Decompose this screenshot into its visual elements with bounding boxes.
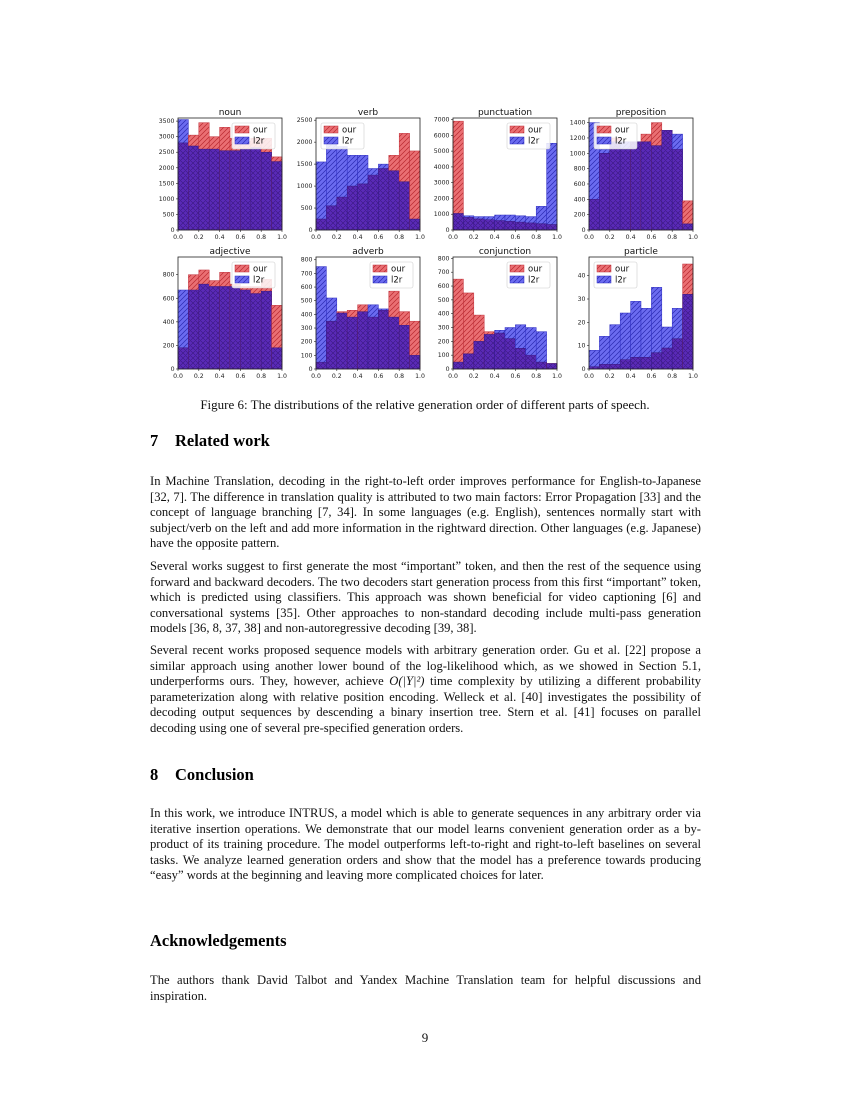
y-tick-label: 200 — [573, 211, 586, 219]
x-tick-label: 0.6 — [373, 234, 384, 241]
legend-swatch-our — [510, 126, 524, 133]
bar-overlap — [209, 286, 219, 369]
y-tick-label: 2000 — [158, 164, 175, 172]
x-tick-label: 0.2 — [193, 373, 204, 380]
bar-overlap — [515, 222, 525, 230]
y-tick-label: 200 — [300, 338, 313, 346]
bar-overlap — [620, 149, 630, 230]
x-tick-label: 0.0 — [173, 373, 183, 380]
bar-overlap — [672, 339, 682, 369]
bar-overlap — [368, 175, 378, 230]
bar-overlap — [547, 224, 557, 230]
bar-overlap — [261, 152, 271, 230]
section-title: Conclusion — [175, 765, 254, 784]
bar-overlap — [389, 171, 399, 230]
bar-overlap — [230, 151, 240, 230]
legend-swatch-our — [324, 126, 338, 133]
legend-label-l2r: l2r — [391, 275, 403, 286]
bar-overlap — [599, 153, 609, 230]
legend-swatch-l2r — [324, 137, 338, 144]
chart-panel-conjunction — [438, 247, 562, 380]
bar-overlap — [631, 357, 641, 369]
legend-swatch-l2r — [510, 276, 524, 283]
legend-label-l2r: l2r — [253, 136, 265, 147]
y-tick-label: 10 — [577, 342, 586, 350]
bar-overlap — [484, 220, 494, 230]
bar-overlap — [547, 363, 557, 369]
legend-swatch-l2r — [597, 137, 611, 144]
x-tick-label: 0.2 — [331, 234, 342, 241]
section-title: Related work — [175, 431, 270, 450]
x-tick-label: 0.8 — [394, 373, 405, 380]
y-tick-label: 0 — [581, 366, 586, 373]
y-tick-label: 1500 — [296, 161, 313, 169]
y-tick-label: 0 — [308, 366, 313, 373]
bar-overlap — [347, 186, 357, 230]
bar-overlap — [683, 294, 693, 369]
x-tick-label: 0.0 — [311, 234, 321, 241]
x-tick-label: 0.8 — [256, 234, 267, 241]
legend-label-our: our — [528, 264, 543, 275]
bar-overlap — [251, 148, 261, 230]
chart-title: adverb — [352, 247, 384, 257]
x-tick-label: 1.0 — [277, 373, 287, 380]
bar-overlap — [662, 348, 672, 369]
x-tick-label: 0.8 — [667, 373, 678, 380]
bar-overlap — [495, 333, 505, 369]
bar-overlap — [463, 354, 473, 369]
y-tick-label: 100 — [300, 352, 313, 360]
bar-overlap — [272, 348, 282, 369]
y-tick-label: 1400 — [569, 119, 586, 127]
chart-panel-preposition — [570, 108, 698, 241]
x-tick-label: 0.8 — [394, 234, 405, 241]
bar-overlap — [410, 219, 420, 230]
x-tick-label: 0.4 — [214, 373, 225, 380]
bar-overlap — [610, 364, 620, 369]
x-tick-label: 1.0 — [415, 234, 425, 241]
figure-6-charts — [138, 98, 704, 383]
related-work-paragraph-1: In Machine Translation, decoding in the right-to-left order improves performance for English-to-Japanese [32, 7]. The difference in translation quality is attributed to two main factors: Error Propagation [33] and the concept of language branching [7, 34]. In some languages (e.g. English), sentences normally start with subject/verb on the left and add more information in the rightward direction. Other languages (e.g. Japanese) have the opposite pattern. — [150, 474, 701, 550]
bar-overlap — [651, 146, 661, 230]
x-tick-label: 0.2 — [468, 234, 479, 241]
bar-overlap — [188, 146, 198, 230]
acknowledgements-paragraph: The authors thank David Talbot and Yandex Machine Translation team for helpful discussions and inspiration. — [150, 973, 701, 1003]
y-tick-label: 1000 — [569, 150, 586, 158]
bar-overlap — [631, 142, 641, 230]
legend-label-our: our — [615, 125, 630, 136]
bar-overlap — [337, 197, 347, 230]
y-tick-label: 500 — [300, 297, 313, 305]
y-tick-label: 6000 — [433, 132, 450, 140]
legend-swatch-our — [510, 265, 524, 272]
x-tick-label: 0.4 — [625, 373, 636, 380]
bar-overlap — [368, 317, 378, 369]
y-tick-label: 600 — [162, 295, 175, 303]
bar-overlap — [316, 362, 326, 369]
x-tick-label: 1.0 — [415, 373, 425, 380]
bar-overlap — [526, 223, 536, 230]
legend-label-l2r: l2r — [615, 275, 627, 286]
x-tick-label: 1.0 — [688, 234, 698, 241]
x-tick-label: 0.8 — [667, 234, 678, 241]
x-tick-label: 1.0 — [552, 373, 562, 380]
y-tick-label: 2000 — [296, 139, 313, 147]
y-tick-label: 0 — [170, 366, 175, 373]
bar-overlap — [453, 362, 463, 369]
figure-caption: Figure 6: The distributions of the relative generation order of different parts of speech. — [200, 397, 650, 412]
bar-overlap — [337, 313, 347, 369]
y-tick-label: 3500 — [158, 118, 175, 126]
y-tick-label: 1000 — [433, 211, 450, 219]
x-tick-label: 0.6 — [373, 373, 384, 380]
legend-label-our: our — [391, 264, 406, 275]
x-tick-label: 0.6 — [646, 234, 657, 241]
y-tick-label: 400 — [437, 310, 450, 318]
x-tick-label: 0.6 — [235, 373, 246, 380]
y-tick-label: 0 — [581, 227, 586, 234]
legend-swatch-our — [235, 126, 249, 133]
bar-overlap — [358, 184, 368, 230]
chart-title: punctuation — [477, 108, 533, 118]
chart-panel-verb — [297, 108, 425, 241]
complexity-formula: O(|Y|²) — [389, 674, 425, 688]
y-tick-label: 1000 — [158, 195, 175, 203]
y-tick-label: 400 — [300, 311, 313, 319]
x-tick-label: 0.6 — [510, 234, 521, 241]
y-tick-label: 400 — [573, 196, 586, 204]
x-tick-label: 0.4 — [352, 373, 363, 380]
bar-overlap — [378, 169, 388, 230]
chart-panel-particle — [578, 247, 698, 380]
legend-swatch-l2r — [510, 137, 524, 144]
bar-overlap — [199, 149, 209, 230]
legend-swatch-l2r — [373, 276, 387, 283]
bar-overlap — [526, 355, 536, 369]
y-tick-label: 1000 — [296, 183, 313, 191]
bar-overlap — [220, 151, 230, 230]
bar-overlap — [378, 310, 388, 369]
bar-our — [453, 279, 463, 369]
bar-overlap — [251, 294, 261, 369]
chart-panel-adverb — [301, 247, 425, 380]
bar-overlap — [599, 364, 609, 369]
acknowledgements-heading: Acknowledgements — [150, 931, 287, 950]
x-tick-label: 0.2 — [604, 373, 615, 380]
bar-overlap — [399, 182, 409, 230]
x-tick-label: 0.4 — [489, 373, 500, 380]
y-tick-label: 20 — [577, 319, 586, 327]
y-tick-label: 0 — [445, 366, 450, 373]
bar-overlap — [358, 312, 368, 369]
x-tick-label: 0.6 — [646, 373, 657, 380]
page-number: 9 — [421, 1030, 429, 1045]
bar-overlap — [326, 321, 336, 369]
bar-overlap — [474, 219, 484, 230]
legend-label-l2r: l2r — [615, 136, 627, 147]
x-tick-label: 0.2 — [193, 234, 204, 241]
bar-overlap — [199, 284, 209, 369]
bar-overlap — [672, 149, 682, 230]
x-tick-label: 1.0 — [277, 234, 287, 241]
x-tick-label: 0.0 — [448, 373, 458, 380]
chart-panel-adjective — [163, 247, 287, 380]
legend-swatch-l2r — [235, 276, 249, 283]
bar-overlap — [641, 357, 651, 369]
legend-label-our: our — [253, 125, 268, 136]
x-tick-label: 0.0 — [173, 234, 183, 241]
y-tick-label: 0 — [445, 227, 450, 234]
bar-overlap — [683, 224, 693, 230]
y-tick-label: 600 — [573, 180, 586, 188]
x-tick-label: 0.0 — [584, 373, 594, 380]
x-tick-label: 0.2 — [331, 373, 342, 380]
x-tick-label: 0.4 — [489, 234, 500, 241]
chart-title: conjunction — [478, 247, 532, 257]
bar-overlap — [536, 362, 546, 369]
y-tick-label: 30 — [577, 296, 586, 303]
paragraph-text: Several recent works proposed sequence models with arbitrary generation order. Gu et al. [22] propose a similar approach using another lower bound of the log-likelihood which, as we showed in Section 5.1, underperforms ours. They, however, achieve — [150, 643, 701, 688]
bar-overlap — [188, 290, 198, 369]
bar-overlap — [272, 162, 282, 230]
bar-overlap — [209, 149, 219, 230]
y-tick-label: 800 — [573, 165, 586, 173]
x-tick-label: 0.8 — [531, 234, 542, 241]
x-tick-label: 0.8 — [256, 373, 267, 380]
bar-overlap — [484, 334, 494, 369]
bar-overlap — [495, 221, 505, 230]
chart-title: preposition — [615, 108, 667, 118]
y-tick-label: 1200 — [569, 134, 586, 142]
related-work-paragraph-2: Several works suggest to first generate the most “important” token, and then the rest of the sequence using forward and backward decoders. The two decoders start generation process from this first “important” token, which is predicted using classifiers. This approach was shown beneficial for video captioning [6] and conversational systems [35]. Other approaches to non-standard decoding include multi-pass generation models [36, 8, 37, 38] and non-autoregressive decoding [39, 38]. — [150, 559, 701, 635]
chart-panel-punctuation — [434, 108, 562, 241]
y-tick-label: 600 — [300, 284, 313, 292]
legend-label-our: our — [528, 125, 543, 136]
y-tick-label: 2500 — [296, 117, 313, 125]
y-tick-label: 3000 — [433, 179, 450, 187]
bar-overlap — [347, 317, 357, 369]
x-tick-label: 0.4 — [214, 234, 225, 241]
bar-overlap — [178, 143, 188, 230]
x-tick-label: 0.6 — [235, 234, 246, 241]
bar-overlap — [389, 317, 399, 369]
y-tick-label: 7000 — [433, 116, 450, 124]
legend-label-l2r: l2r — [253, 275, 265, 286]
chart-title: particle — [624, 247, 658, 257]
bar-overlap — [178, 348, 188, 369]
x-tick-label: 1.0 — [688, 373, 698, 380]
y-tick-label: 700 — [300, 270, 313, 278]
legend-swatch-l2r — [235, 137, 249, 144]
bar-overlap — [326, 206, 336, 230]
bar-l2r — [547, 143, 557, 230]
bar-overlap — [230, 286, 240, 369]
legend-label-l2r: l2r — [528, 275, 540, 286]
bar-overlap — [641, 142, 651, 230]
related-work-paragraph-3 — [150, 643, 701, 736]
chart-title: adjective — [209, 247, 251, 257]
bar-overlap — [620, 360, 630, 369]
y-tick-label: 2000 — [433, 195, 450, 203]
x-tick-label: 0.6 — [510, 373, 521, 380]
y-tick-label: 5000 — [433, 148, 450, 156]
bar-overlap — [474, 341, 484, 369]
bar-overlap — [240, 290, 250, 369]
y-tick-label: 400 — [162, 318, 175, 326]
y-tick-label: 200 — [162, 342, 175, 350]
conclusion-heading — [150, 765, 254, 785]
bar-overlap — [589, 199, 599, 230]
bar-overlap — [536, 224, 546, 230]
bar-overlap — [316, 219, 326, 230]
y-tick-label: 0 — [308, 227, 313, 234]
legend-swatch-our — [597, 126, 611, 133]
bar-overlap — [453, 213, 463, 230]
bar-overlap — [463, 217, 473, 230]
y-tick-label: 300 — [300, 325, 313, 333]
x-tick-label: 0.2 — [604, 234, 615, 241]
y-tick-label: 3000 — [158, 133, 175, 141]
legend-swatch-our — [373, 265, 387, 272]
related-work-heading — [150, 431, 270, 451]
y-tick-label: 800 — [162, 271, 175, 279]
x-tick-label: 0.0 — [448, 234, 458, 241]
y-tick-label: 600 — [437, 283, 450, 291]
y-tick-label: 500 — [162, 211, 175, 219]
y-tick-label: 200 — [437, 338, 450, 346]
y-tick-label: 300 — [437, 324, 450, 332]
bar-l2r — [610, 325, 620, 369]
legend-label-l2r: l2r — [528, 136, 540, 147]
y-tick-label: 1500 — [158, 180, 175, 188]
x-tick-label: 1.0 — [552, 234, 562, 241]
y-tick-label: 500 — [437, 296, 450, 304]
y-tick-label: 800 — [300, 256, 313, 264]
bar-overlap — [410, 355, 420, 369]
conclusion-paragraph: In this work, we introduce INTRUS, a model which is able to generate sequences in any arbitrary order via iterative insertion operations. We demonstrate that our model learns convenient generation order as a by-product of its training procedure. The model outperforms left-to-right and right-to-left baselines on several tasks. We analyze learned generation orders and show that the model has a preference towards producing “easy” words at the beginning and leaving more complicated choices for later. — [150, 806, 701, 882]
bar-l2r — [316, 267, 326, 369]
y-tick-label: 800 — [437, 255, 450, 263]
bar-overlap — [505, 339, 515, 369]
x-tick-label: 0.8 — [531, 373, 542, 380]
y-tick-label: 100 — [437, 352, 450, 360]
y-tick-label: 2500 — [158, 149, 175, 157]
section-number: 7 — [150, 431, 159, 450]
legend-label-our: our — [342, 125, 357, 136]
x-tick-label: 0.0 — [584, 234, 594, 241]
bar-our — [410, 151, 420, 230]
chart-panel-noun — [159, 108, 287, 241]
bar-overlap — [220, 286, 230, 369]
bar-overlap — [240, 149, 250, 230]
bar-overlap — [662, 130, 672, 230]
bar-overlap — [399, 325, 409, 369]
legend-swatch-l2r — [597, 276, 611, 283]
bar-overlap — [610, 142, 620, 230]
legend-label-our: our — [615, 264, 630, 275]
bar-overlap — [505, 221, 515, 230]
histogram-grid — [138, 98, 704, 383]
legend-label-our: our — [253, 264, 268, 275]
bar-overlap — [651, 353, 661, 369]
legend-swatch-our — [235, 265, 249, 272]
y-tick-label: 0 — [170, 227, 175, 234]
y-tick-label: 4000 — [433, 163, 450, 171]
chart-title: noun — [218, 108, 242, 118]
legend-label-l2r: l2r — [342, 136, 354, 147]
y-tick-label: 500 — [300, 205, 313, 213]
x-tick-label: 0.0 — [311, 373, 321, 380]
x-tick-label: 0.4 — [625, 234, 636, 241]
bar-overlap — [261, 291, 271, 369]
legend-swatch-our — [597, 265, 611, 272]
x-tick-label: 0.4 — [352, 234, 363, 241]
y-tick-label: 40 — [577, 272, 586, 280]
section-number: 8 — [150, 765, 159, 784]
bar-overlap — [515, 348, 525, 369]
y-tick-label: 700 — [437, 269, 450, 277]
paragraph-text: time complexity by utilizing a different probability parameterization along with relative position encoding. Welleck et al. [40] investigates the possibility of decoding output sequences by descending a binary insertion tree. Stern et al. [41] focuses on parallel decoding using one of several pre-specified generation orders. — [150, 674, 701, 735]
chart-title: verb — [357, 108, 379, 118]
bar-l2r — [589, 350, 599, 369]
x-tick-label: 0.2 — [468, 373, 479, 380]
